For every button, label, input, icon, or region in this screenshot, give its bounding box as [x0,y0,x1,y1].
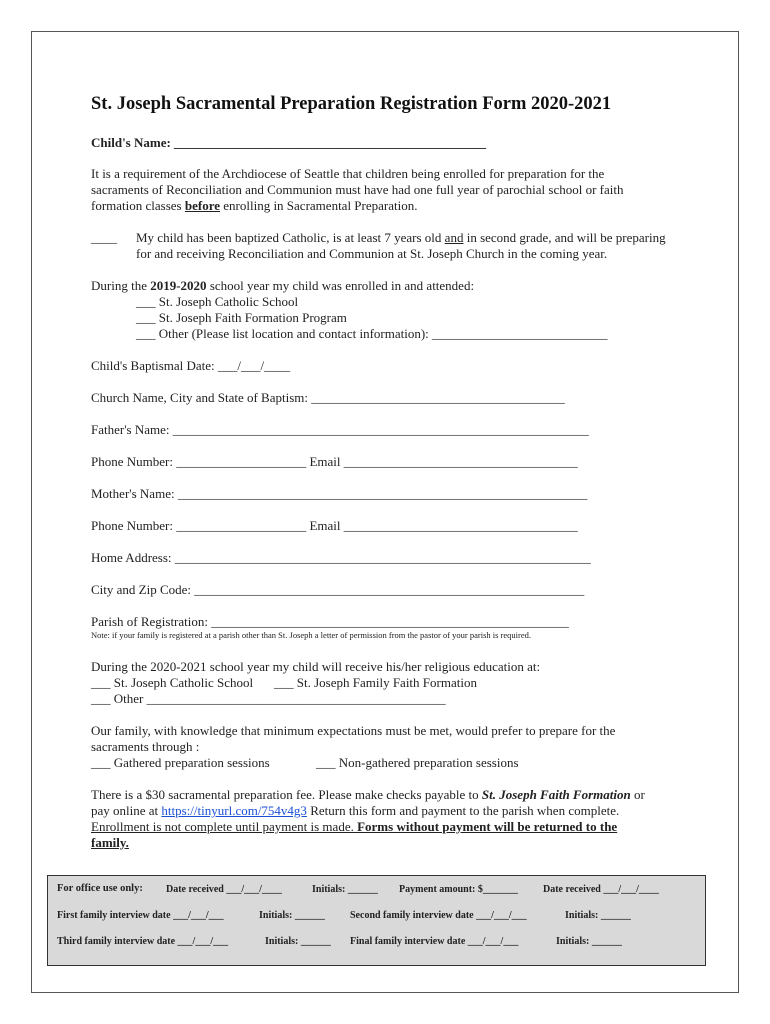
fee-return-text: Return this form and payment to the parish when complete. [306,803,620,818]
baptized-statement-line-1 [136,230,666,246]
fee-line-4: family. [91,835,129,850]
mother-phone-email-field[interactable]: Phone Number: ____________________ Email ____________________________________ [91,518,578,533]
baptism-church-field[interactable]: Church Name, City and State of Baptism: _______________________________________ [91,390,565,405]
prior-option-catholic-school[interactable]: ___ St. Joseph Catholic School [136,294,299,309]
intro-text-end: enrolling in Sacramental Preparation. [220,198,418,213]
fee-line-3 [91,819,617,835]
current-option-family-faith-formation[interactable]: ___ St. Joseph Family Faith Formation [274,675,477,690]
first-interview-initials[interactable]: Initials: ______ [259,910,325,921]
fee-online-text: pay online at [91,803,162,818]
office-row-1 [57,883,143,894]
sessions-question-line-2: sacraments through : [91,739,200,754]
final-interview-initials[interactable]: Initials: ______ [556,936,622,947]
intro-before-emphasis: before [184,198,221,213]
intro-line-3 [91,198,417,214]
child-name-field[interactable]: Child's Name: ________________________________________________ [91,135,487,150]
prior-year-text-end: school year my child was enrolled in and attended: [206,278,475,293]
prior-year-question [91,278,474,294]
payment-warning: Forms without payment will be returned to the [357,819,618,834]
current-year-question: During the 2020-2021 school year my child will receive his/her religious education at: [91,659,541,674]
current-option-catholic-school[interactable]: ___ St. Joseph Catholic School [91,675,254,690]
father-name-field[interactable]: Father's Name: ________________________________________________________________ [91,422,589,437]
parish-registration-field[interactable]: Parish of Registration: _______________________________________________________ [91,614,569,629]
fee-line-2 [91,803,619,819]
prior-option-faith-formation[interactable]: ___ St. Joseph Faith Formation Program [136,310,347,325]
prior-year-bold: 2019-2020 [150,278,207,293]
fee-text-end: or [630,787,645,802]
home-address-field[interactable]: Home Address: ________________________________________________________________ [91,550,591,565]
fee-line-1 [91,787,645,803]
first-interview-date[interactable]: First family interview date ___/___/___ [57,910,224,921]
second-interview-initials[interactable]: Initials: ______ [565,910,631,921]
baptismal-date-field[interactable]: Child's Baptismal Date: ___/___/____ [91,358,291,373]
baptized-checkbox-blank[interactable]: ____ [91,230,117,245]
office-date-received-2[interactable]: Date received ___/___/____ [543,884,659,895]
mother-name-field[interactable]: Mother's Name: _______________________________________________________________ [91,486,588,501]
baptized-text-end: in second grade, and will be preparing [463,230,666,245]
option-gathered-sessions[interactable]: ___ Gathered preparation sessions [91,755,270,770]
third-interview-date[interactable]: Third family interview date ___/___/___ [57,936,229,947]
prior-option-other[interactable]: ___ Other (Please list location and contact information): ___________________________ [136,326,608,341]
option-non-gathered-sessions[interactable]: ___ Non-gathered preparation sessions [316,755,519,770]
intro-line-2: sacraments of Reconciliation and Communion must have had one full year of parochial school or faith [91,182,624,197]
office-payment-amount[interactable]: Payment amount: $_______ [399,884,518,895]
baptized-statement-line-2: for and receiving Reconciliation and Communion at St. Joseph Church in the coming year. [136,246,608,261]
intro-line-1: It is a requirement of the Archdiocese of Seattle that children being enrolled for preparation for the [91,166,605,181]
fee-payee: St. Joseph Faith Formation [481,787,631,802]
second-interview-date[interactable]: Second family interview date ___/___/___ [350,910,527,921]
third-interview-initials[interactable]: Initials: ______ [265,936,331,947]
baptized-text: My child has been baptized Catholic, is at least 7 years old [136,230,445,245]
fee-text: There is a $30 sacramental preparation fee. Please make checks payable to [91,787,482,802]
city-zip-field[interactable]: City and Zip Code: ____________________________________________________________ [91,582,585,597]
current-option-other[interactable]: ___ Other ______________________________________________ [91,691,446,706]
office-initials-1[interactable]: Initials: ______ [312,884,378,895]
sessions-question-line-1: Our family, with knowledge that minimum expectations must be met, would prefer to prepare for the [91,723,616,738]
office-date-received-1[interactable]: Date received ___/___/____ [166,884,282,895]
office-use-label: For office use only: [57,883,143,894]
payment-link[interactable]: https://tinyurl.com/754v4g3 [161,803,307,818]
form-title: St. Joseph Sacramental Preparation Registration Form 2020-2021 [91,94,612,114]
parish-note: Note: if your family is registered at a parish other than St. Joseph a letter of permission from the pastor of your parish is required. [91,630,531,640]
prior-year-text: During the [91,278,151,293]
father-phone-email-field[interactable]: Phone Number: ____________________ Email ____________________________________ [91,454,578,469]
intro-text: formation classes [91,198,185,213]
baptized-and-emphasis: and [444,230,464,245]
final-interview-date[interactable]: Final family interview date ___/___/___ [350,936,519,947]
enrollment-note: Enrollment is not complete until payment is made. [91,819,358,834]
